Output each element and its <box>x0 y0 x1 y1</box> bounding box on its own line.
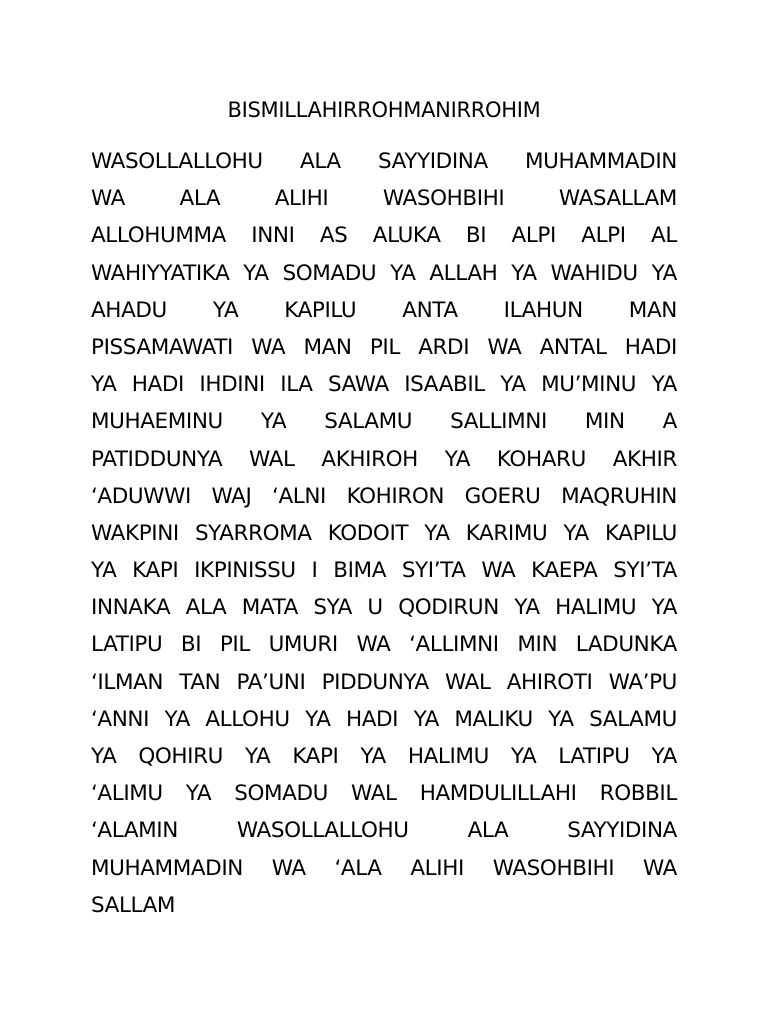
body-word: SYI’TA <box>613 558 677 584</box>
body-line <box>91 701 677 738</box>
body-word: YA <box>91 372 117 398</box>
body-line <box>91 478 677 515</box>
body-word: LATIPU <box>558 744 630 769</box>
body-word: WASOLLALLOHU <box>236 818 409 844</box>
body-word: QOHIRU <box>138 744 223 769</box>
body-word: YA <box>212 297 239 323</box>
body-word: KAPI <box>132 558 179 584</box>
body-word: YA <box>500 372 526 398</box>
body-word: ALA <box>185 595 227 621</box>
body-word: HADI <box>345 706 399 732</box>
body-word: ALPI <box>581 223 626 249</box>
body-word: WAL <box>249 446 295 472</box>
body-word: YA <box>510 744 537 769</box>
body-line <box>91 255 677 292</box>
body-word: SALLIMNI <box>450 409 547 435</box>
body-word: BIMA <box>333 558 387 584</box>
body-word: WASALLAM <box>558 186 677 212</box>
body-word: YA <box>424 520 450 546</box>
body-line <box>91 589 677 626</box>
body-word: HADI <box>131 372 184 398</box>
body-word: SALAMU <box>324 409 413 435</box>
body-line <box>91 292 677 329</box>
body-word: WA <box>271 855 306 881</box>
body-word: WAL <box>351 781 397 807</box>
body-line <box>91 403 677 440</box>
body-word: WA <box>91 186 125 212</box>
body-word: TAN <box>179 669 221 695</box>
body-line <box>91 626 677 663</box>
body-word: ALIHI <box>410 855 464 881</box>
body-word: YA <box>651 372 677 398</box>
body-word: YA <box>651 744 677 769</box>
body-line <box>91 850 677 887</box>
body-word: PIDDUNYA <box>321 669 429 695</box>
body-word: PA’UNI <box>236 669 306 695</box>
body-word: ANTA <box>402 297 458 323</box>
body-word: KAPILU <box>604 520 677 546</box>
body-word: WAHIYYATIKA <box>91 260 230 286</box>
body-word: YA <box>651 595 677 621</box>
body-line <box>91 180 677 217</box>
body-word: ALA <box>467 818 509 844</box>
body-word: AHADU <box>91 297 167 323</box>
body-word: ALLOHUMMA <box>91 223 226 249</box>
body-word: SYA <box>313 595 352 621</box>
body-word: YA <box>548 706 574 732</box>
body-word: ‘ALIMU <box>91 781 163 807</box>
body-word: KARIMU <box>465 520 548 546</box>
body-word: YA <box>185 781 212 807</box>
body-word: WAKPINI <box>91 520 179 546</box>
body-word: WA <box>251 334 286 360</box>
body-word: WAHIDU <box>550 260 638 286</box>
body-word: SAYYIDINA <box>377 149 488 174</box>
body-word: ‘ALNI <box>272 483 326 509</box>
body-word: ALA <box>300 149 341 174</box>
body-word: INNAKA <box>91 595 171 621</box>
body-word: ILA <box>280 372 313 398</box>
body-word: QODIRUN <box>398 595 499 621</box>
body-word: YA <box>413 706 439 732</box>
body-line <box>91 329 677 366</box>
body-line <box>91 441 677 478</box>
body-line <box>91 664 677 701</box>
body-line <box>91 217 677 254</box>
body-word: SALAMU <box>589 706 677 732</box>
body-word: YA <box>390 260 416 286</box>
body-word: AS <box>319 223 348 249</box>
body-word: WAL <box>444 669 491 695</box>
body-word: YA <box>651 260 677 286</box>
body-word: MALIKU <box>454 706 533 732</box>
body-word: ALIHI <box>274 186 329 212</box>
body-word: SOMADU <box>282 260 377 286</box>
body-word: AKHIR <box>612 446 677 472</box>
body-line <box>91 775 677 812</box>
body-word: PISSAMAWATI <box>91 334 233 360</box>
body-word: IKPINISSU <box>194 558 296 584</box>
body-word: WA <box>642 855 677 881</box>
body-word: YA <box>260 409 287 435</box>
body-word: PIL <box>369 334 400 360</box>
body-line <box>91 552 677 589</box>
body-word: YA <box>244 744 271 769</box>
body-word: WA <box>356 632 391 658</box>
body-word: SALLAM <box>91 892 176 918</box>
body-word: KAEPA <box>531 558 598 584</box>
body-word: ‘ANNI <box>91 706 150 732</box>
body-word: YA <box>360 744 386 769</box>
body-word: MUHAMMADIN <box>91 855 243 881</box>
document-title: BISMILLAHIRROHMANIRROHIM <box>227 98 541 122</box>
body-word: SAWA <box>328 372 389 398</box>
body-word: BI <box>180 632 202 658</box>
body-word: UMURI <box>268 632 338 658</box>
body-line <box>91 515 677 552</box>
body-word: ARDI <box>418 334 470 360</box>
body-word: WA’PU <box>608 669 677 695</box>
body-word: MUHAMMADIN <box>525 149 677 174</box>
body-word: WA <box>487 334 522 360</box>
body-line <box>91 887 677 924</box>
body-word: YA <box>514 595 540 621</box>
body-line <box>91 143 677 180</box>
body-word: KAPILU <box>284 297 357 323</box>
body-word: WASOHBIHI <box>382 186 505 212</box>
body-word: YA <box>91 744 117 769</box>
body-line <box>91 366 677 403</box>
body-word: KOHARU <box>496 446 586 472</box>
body-word: MIN <box>517 632 558 658</box>
body-word: MAN <box>303 334 352 360</box>
body-word: AKHIROH <box>321 446 418 472</box>
body-word: HALIMU <box>407 744 489 769</box>
body-word: ROBBIL <box>599 781 677 807</box>
body-word: YA <box>511 260 537 286</box>
body-word: MUHAEMINU <box>91 409 223 435</box>
body-word: U <box>367 595 383 621</box>
body-word: ‘ILMAN <box>91 669 164 695</box>
body-word: LADUNKA <box>575 632 677 658</box>
document-body <box>91 143 677 924</box>
body-word: I <box>311 558 318 584</box>
body-word: ‘ALAMIN <box>91 818 178 844</box>
body-word: MAN <box>628 297 677 323</box>
body-word: ALLOHU <box>205 706 290 732</box>
body-word: YA <box>243 260 269 286</box>
body-word: SOMADU <box>234 781 328 807</box>
body-word: MU’MINU <box>541 372 637 398</box>
body-line <box>91 738 677 775</box>
body-word: PATIDDUNYA <box>91 446 223 472</box>
body-word: A <box>662 409 677 435</box>
body-word: AL <box>651 223 677 249</box>
body-word: ILAHUN <box>503 297 583 323</box>
body-word: INNI <box>251 223 295 249</box>
body-word: IHDINI <box>199 372 265 398</box>
body-word: ALPI <box>511 223 556 249</box>
body-word: HALIMU <box>555 595 637 621</box>
body-word: SAYYIDINA <box>567 818 677 844</box>
body-word: ‘ALLIMNI <box>409 632 499 658</box>
body-word: YA <box>164 706 190 732</box>
body-word: AHIROTI <box>506 669 593 695</box>
body-word: ANTAL <box>539 334 607 360</box>
body-word: KAPI <box>292 744 339 769</box>
body-word: ISAABIL <box>404 372 485 398</box>
body-word: ALA <box>179 186 221 212</box>
body-word: GOERU <box>464 483 541 509</box>
body-word: WA <box>481 558 516 584</box>
body-word: ‘ADUWWI <box>91 483 191 509</box>
body-word: MIN <box>584 409 625 435</box>
body-word: ALLAH <box>429 260 498 286</box>
body-word: SYI’TA <box>401 558 466 584</box>
body-word: KOHIRON <box>346 483 445 509</box>
body-word: ‘ALA <box>334 855 382 881</box>
body-word: MATA <box>241 595 298 621</box>
body-word: PIL <box>219 632 250 658</box>
body-word: YA <box>444 446 471 472</box>
body-word: WASOHBIHI <box>492 855 615 881</box>
body-word: ALUKA <box>372 223 441 249</box>
body-word: YA <box>563 520 589 546</box>
body-word: YA <box>305 706 331 732</box>
body-word: WASOLLALLOHU <box>91 149 263 174</box>
body-word: HAMDULILLAHI <box>419 781 577 807</box>
body-word: BI <box>465 223 487 249</box>
body-word: HADI <box>624 334 677 360</box>
body-word: WAJ <box>211 483 252 509</box>
body-word: SYARROMA <box>194 520 312 546</box>
body-word: KODOIT <box>327 520 409 546</box>
body-word: MAQRUHIN <box>561 483 677 509</box>
body-line <box>91 812 677 849</box>
body-word: LATIPU <box>91 632 163 658</box>
body-word: YA <box>91 558 117 584</box>
